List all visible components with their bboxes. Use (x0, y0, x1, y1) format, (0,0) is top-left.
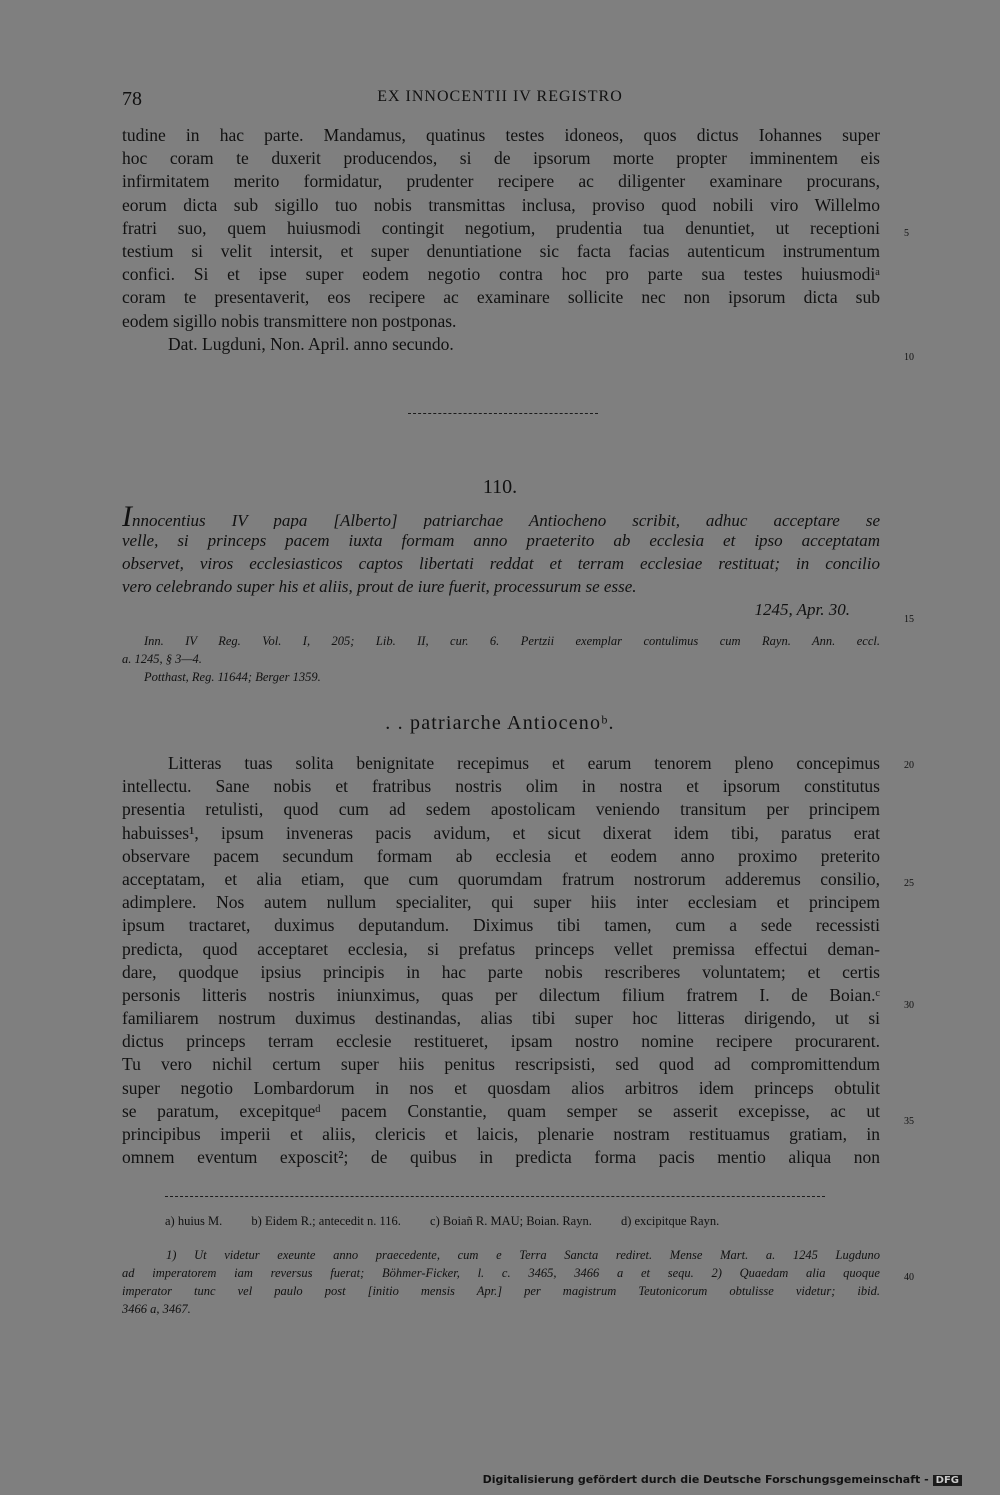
margin-line-number: 15 (904, 614, 914, 625)
salutation: . . patriarche Antiocenoᵇ. (385, 712, 615, 734)
text-line: acceptatam, et alia etiam, que cum quorumdam fratrum nostrorum adderemus consilio, (122, 868, 880, 889)
text-line: omnem eventum exposcit²; de quibus in predicta forma pacis mentio aliqua non (122, 1147, 880, 1168)
text-line: presentia retulisti, quod cum ad sedem apostolicam veniendo transitum per principem (122, 799, 880, 820)
text-line: personis litteris nostris iniunximus, quas per dilectum filium fratrem I. de Boian.ᶜ (122, 984, 880, 1005)
footnote-c: c) Boiañ R. MAU; Boian. Rayn. (430, 1214, 592, 1228)
margin-line-number: 40 (904, 1272, 914, 1283)
regest (122, 506, 880, 598)
footnote-line: imperator tunc vel paulo post [initio mensis Apr.] per magistrum Teutonicorum obtulisse videtur; ibid. (122, 1284, 880, 1298)
text-line: familiarem nostrum duximus destinandas, alias tibi super hoc litteras dirigendo, ut si (122, 1008, 880, 1029)
text-line: dare, quodque ipsius principis in hac parte nobis rescriberes voluntatem; et certis (122, 961, 880, 982)
margin-line-number: 10 (904, 352, 914, 363)
footnote-line: ad imperatorem iam reversus fuerat; Böhmer-Ficker, l. c. 3465, 3466 a et sequ. 2) Quaedam alia quoque (122, 1266, 880, 1280)
dfg-logo: DFG (933, 1475, 962, 1486)
letter-body (122, 752, 880, 1169)
footnote-a: a) huius M. (165, 1214, 223, 1228)
document-date: 1245, Apr. 30. (754, 600, 850, 619)
text-line: infirmitatem merito formidatur, prudenter recipere ac diligenter examinare procurans, (122, 171, 880, 192)
running-head: EX INNOCENTII IV REGISTRO (377, 88, 623, 105)
section-separator (408, 413, 598, 414)
text-line: adimplere. Nos autem nullum specialiter, qui super hiis inter ecclesiam et principem (122, 892, 880, 913)
text-line: observare pacem secundum formam ab ecclesia et eodem anno proximo preterito (122, 845, 880, 866)
text-line: Tu vero nichil certum super hiis penitus rescripsisti, sed quod ad compromittendum (122, 1054, 880, 1075)
regest-line: observet, viros ecclesiasticos captos libertati reddat et terram ecclesiae restituat; in concilio (122, 554, 880, 573)
sources (122, 632, 880, 686)
page-number: 78 (122, 88, 142, 110)
text-line: dictus princeps terram ecclesie restitueret, ipsam nostro nomine recipere procurarent. (122, 1031, 880, 1052)
text-line: tudine in hac parte. Mandamus, quatinus testes idoneos, quos dictus Iohannes super (122, 125, 880, 145)
variant-footnotes (165, 1214, 745, 1229)
margin-line-number: 25 (904, 878, 914, 889)
footnote-b: b) Eidem R.; antecedit n. 116. (251, 1214, 401, 1228)
document-number: 110. (482, 476, 518, 498)
margin-line-number: 30 (904, 1000, 914, 1011)
text-line: fratri suo, quem huiusmodi contingit negotium, prudentia tua denuntiet, ut receptioni (122, 217, 880, 238)
footnote-d: d) excipitque Rayn. (620, 1214, 720, 1228)
dating-clause: Dat. Lugduni, Non. April. anno secundo. (168, 333, 454, 354)
margin-line-number: 35 (904, 1116, 914, 1127)
footnote-line: 1) Ut videtur exeunte anno praecedente, cum e Terra Sancta rediret. Mense Mart. a. 1245 Lugduno (166, 1248, 880, 1262)
regest-line: Innocentius IV papa [Alberto] patriarchae Antiocheno scribit, adhuc acceptare se (122, 506, 880, 529)
regest-line: vero celebrando super his et aliis, prout de iure fuerit, processurum se esse. (122, 577, 637, 596)
initial-letter: I (122, 506, 132, 529)
footnote-separator (165, 1196, 825, 1197)
text-line: confici. Si et ipse super eodem negotio contra hoc pro parte sua testes huiusmodiᵃ (122, 264, 880, 285)
text-line: eodem sigillo nobis transmittere non postponas. (122, 310, 457, 331)
digitization-credit (483, 1473, 962, 1486)
text-line: predicta, quod acceptaret ecclesia, si prefatus princeps vellet premissa effectui deman- (122, 938, 880, 959)
top-paragraph (122, 124, 880, 356)
text-line: intellectu. Sane nobis et fratribus nostris olim in nostra et ipsorum constitutus (122, 776, 880, 797)
text-line: hoc coram te duxerit producendos, si de ipsorum morte propter imminentem eis (122, 148, 880, 169)
text-line: coram te presentaverit, eos recipere ac examinare sollicite nec non ipsorum dicta sub (122, 287, 880, 308)
source-line: a. 1245, § 3—4. (122, 652, 202, 666)
text-line: testium si velit intersit, et super denuntiatione sic facta facias autenticum instrumentum (122, 240, 880, 261)
credit-text: Digitalisierung gefördert durch die Deutsche Forschungsgemeinschaft - (482, 1473, 929, 1486)
text-line: eorum dicta sub sigillo tuo nobis transmittas inclusa, proviso quod nobili viro Willelmo (122, 194, 880, 215)
explanatory-footnotes (122, 1246, 880, 1318)
text-line: principibus imperii et aliis, clericis et laicis, plenarie nostram restituamus gratiam, in (122, 1124, 880, 1144)
text-line: se paratum, excepitqueᵈ pacem Constantie, quam semper se asserit excepisse, ac ut (122, 1100, 880, 1121)
text-line: ipsum tractaret, duximus deputandum. Diximus tibi tamen, cum a sede recessisti (122, 915, 880, 936)
source-line: Potthast, Reg. 11644; Berger 1359. (144, 670, 321, 684)
text-line: Litteras tuas solita benignitate recepimus et earum tenorem pleno concepimus (168, 753, 880, 773)
text-line: habuisses¹, ipsum inveneras pacis avidum, et sicut dixerat idem tibi, paratus erat (122, 822, 880, 843)
source-line: Inn. IV Reg. Vol. I, 205; Lib. II, cur. 6. Pertzii exemplar contulimus cum Rayn. Ann. eccl. (144, 634, 880, 648)
margin-line-number: 20 (904, 760, 914, 771)
footnote-line: 3466 a, 3467. (122, 1302, 191, 1316)
regest-line: velle, si princeps pacem iuxta formam anno praeterito ab ecclesia et ipso acceptatam (122, 531, 880, 550)
margin-line-number: 5 (904, 228, 909, 239)
text-line: super negotio Lombardorum in nos et quosdam alios arbitros idem princeps obtulit (122, 1077, 880, 1098)
